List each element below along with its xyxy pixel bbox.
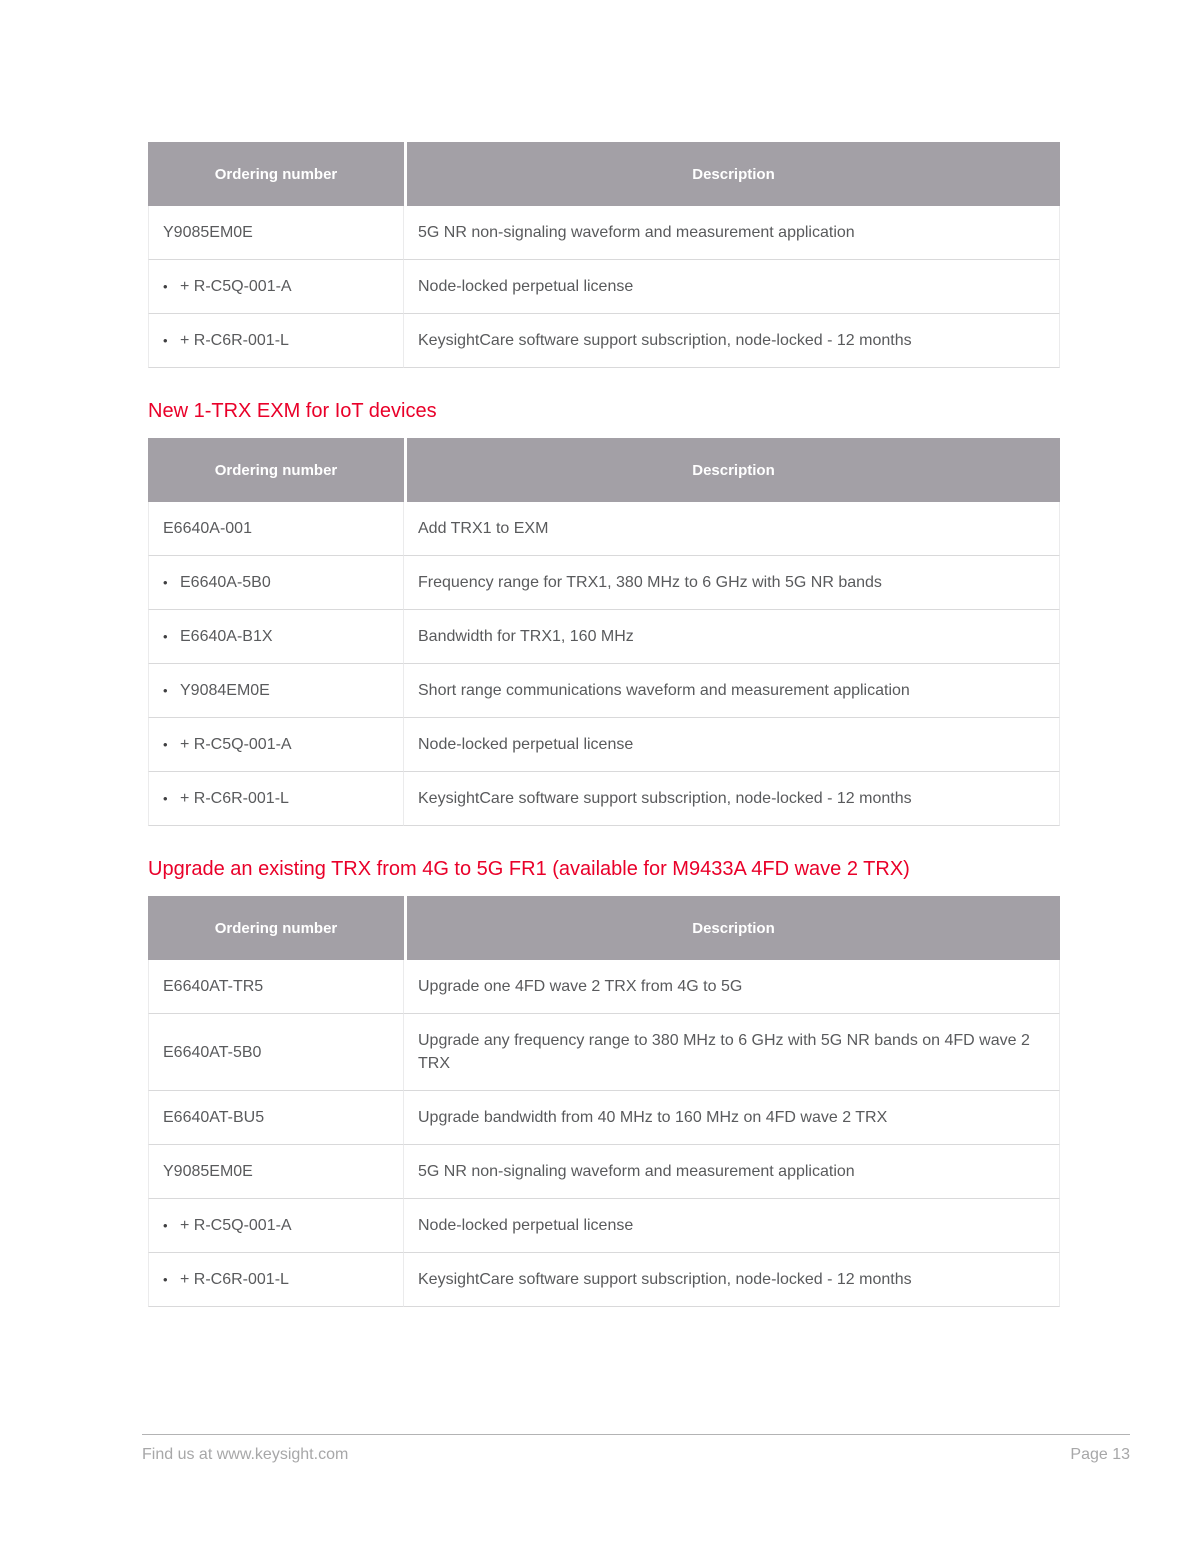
table-section xyxy=(148,142,1060,368)
ordering-number-cell xyxy=(148,960,404,1014)
description-cell: Frequency range for TRX1, 380 MHz to 6 GHz with 5G NR bands xyxy=(404,556,1060,610)
table-row xyxy=(148,1199,1060,1253)
table-row xyxy=(148,1014,1060,1091)
ordering-number-cell xyxy=(148,1091,404,1145)
table-row xyxy=(148,260,1060,314)
ordering-number-cell xyxy=(148,260,404,314)
description-cell: KeysightCare software support subscription, node-locked - 12 months xyxy=(404,772,1060,826)
section-heading: Upgrade an existing TRX from 4G to 5G FR1 (available for M9433A 4FD wave 2 TRX) xyxy=(148,858,910,880)
description-cell: Short range communications waveform and measurement application xyxy=(404,664,1060,718)
description-cell: Upgrade one 4FD wave 2 TRX from 4G to 5G xyxy=(404,960,1060,1014)
bullet-icon: • xyxy=(163,683,168,698)
bullet-icon: • xyxy=(163,737,168,752)
description-cell: Node-locked perpetual license xyxy=(404,1199,1060,1253)
ordering-number-cell xyxy=(148,314,404,368)
description-cell: Upgrade any frequency range to 380 MHz to 6 GHz with 5G NR bands on 4FD wave 2 TRX xyxy=(404,1014,1060,1091)
col-header-ordering-number: Ordering number xyxy=(148,896,404,960)
description-cell: Bandwidth for TRX1, 160 MHz xyxy=(404,610,1060,664)
col-header-description: Description xyxy=(404,142,1060,206)
ordering-number: Y9085EM0E xyxy=(163,224,253,241)
ordering-number-cell xyxy=(148,772,404,826)
description-cell: Node-locked perpetual license xyxy=(404,718,1060,772)
col-header-ordering-number: Ordering number xyxy=(148,142,404,206)
table-row xyxy=(148,772,1060,826)
table-section xyxy=(148,399,1060,826)
bullet-icon: • xyxy=(163,629,168,644)
ordering-number: + R-C5Q-001-A xyxy=(180,1217,292,1234)
bullet-icon: • xyxy=(163,333,168,348)
ordering-table xyxy=(148,142,1060,368)
description-cell: 5G NR non-signaling waveform and measurement application xyxy=(404,206,1060,260)
table-row xyxy=(148,718,1060,772)
table-row xyxy=(148,1091,1060,1145)
ordering-number: + R-C6R-001-L xyxy=(180,790,289,807)
ordering-table xyxy=(148,438,1060,826)
ordering-number-cell xyxy=(148,610,404,664)
col-header-description: Description xyxy=(404,896,1060,960)
table-row xyxy=(148,502,1060,556)
bullet-icon: • xyxy=(163,791,168,806)
section-heading: New 1-TRX EXM for IoT devices xyxy=(148,400,437,422)
ordering-number: + R-C5Q-001-A xyxy=(180,736,292,753)
table-row xyxy=(148,960,1060,1014)
description-cell: Upgrade bandwidth from 40 MHz to 160 MHz on 4FD wave 2 TRX xyxy=(404,1091,1060,1145)
table-section xyxy=(148,857,1060,1307)
ordering-number-cell xyxy=(148,1253,404,1307)
table-row xyxy=(148,206,1060,260)
ordering-number: + R-C6R-001-L xyxy=(180,1271,289,1288)
ordering-number: E6640AT-TR5 xyxy=(163,978,264,995)
ordering-number-cell xyxy=(148,502,404,556)
bullet-icon: • xyxy=(163,575,168,590)
description-cell: Node-locked perpetual license xyxy=(404,260,1060,314)
col-header-description: Description xyxy=(404,438,1060,502)
ordering-number: + R-C6R-001-L xyxy=(180,332,289,349)
ordering-number: + R-C5Q-001-A xyxy=(180,278,292,295)
table-row xyxy=(148,556,1060,610)
ordering-number-cell xyxy=(148,1199,404,1253)
table-header-row xyxy=(148,896,1060,960)
page-footer xyxy=(142,1434,1130,1464)
ordering-number: E6640AT-5B0 xyxy=(163,1043,262,1061)
table-row xyxy=(148,1253,1060,1307)
table-header-row xyxy=(148,438,1060,502)
table-row xyxy=(148,610,1060,664)
footer-website-text: Find us at www.keysight.com xyxy=(142,1446,349,1463)
table-row xyxy=(148,664,1060,718)
table-header-row xyxy=(148,142,1060,206)
ordering-number-cell xyxy=(148,556,404,610)
ordering-number: E6640A-B1X xyxy=(180,628,273,645)
ordering-number-cell xyxy=(148,718,404,772)
ordering-number: Y9084EM0E xyxy=(180,682,270,699)
description-cell: Add TRX1 to EXM xyxy=(404,502,1060,556)
description-cell: 5G NR non-signaling waveform and measurement application xyxy=(404,1145,1060,1199)
footer-page-number: Page 13 xyxy=(1070,1446,1130,1463)
ordering-number-cell xyxy=(148,1014,404,1091)
ordering-tables xyxy=(148,142,1060,1307)
table-row xyxy=(148,1145,1060,1199)
bullet-icon: • xyxy=(163,1272,168,1287)
ordering-number: E6640AT-BU5 xyxy=(163,1109,265,1126)
bullet-icon: • xyxy=(163,1218,168,1233)
description-cell: KeysightCare software support subscription, node-locked - 12 months xyxy=(404,1253,1060,1307)
ordering-number: Y9085EM0E xyxy=(163,1163,253,1180)
bullet-icon: • xyxy=(163,279,168,294)
col-header-ordering-number: Ordering number xyxy=(148,438,404,502)
description-cell: KeysightCare software support subscription, node-locked - 12 months xyxy=(404,314,1060,368)
ordering-number-cell xyxy=(148,664,404,718)
ordering-number: E6640A-001 xyxy=(163,520,252,537)
ordering-table xyxy=(148,896,1060,1307)
ordering-number: E6640A-5B0 xyxy=(180,574,271,591)
table-row xyxy=(148,314,1060,368)
ordering-number-cell xyxy=(148,1145,404,1199)
ordering-number-cell xyxy=(148,206,404,260)
